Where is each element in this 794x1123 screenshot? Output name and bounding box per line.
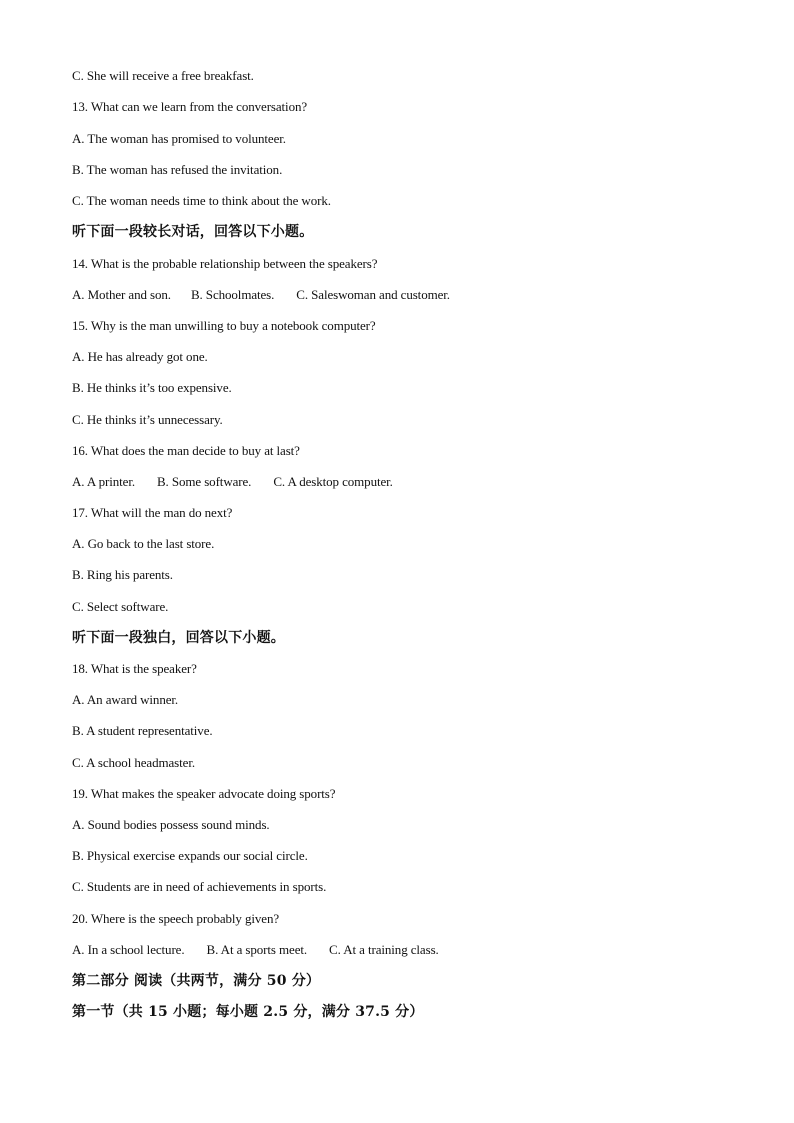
- q20-options: [72, 942, 439, 958]
- q18-option-b: B. A student representative.: [72, 723, 213, 738]
- q13-option-c: C. The woman needs time to think about the work.: [72, 193, 331, 208]
- q20-option-a: A. In a school lecture.: [72, 942, 185, 957]
- q14-option-b: B. Schoolmates.: [190, 287, 275, 302]
- q18-option-a: A. An award winner.: [72, 692, 179, 707]
- question-18: 18. What is the speaker?: [72, 661, 197, 676]
- q13-option-a: A. The woman has promised to volunteer.: [72, 131, 286, 146]
- q16-options: [72, 474, 393, 490]
- q16-option-a: A. A printer.: [72, 474, 135, 489]
- q19-option-b: B. Physical exercise expands our social circle.: [72, 848, 308, 863]
- question-16: 16. What does the man decide to buy at last?: [72, 443, 300, 458]
- q16-option-c: C. A desktop computer.: [273, 474, 393, 489]
- q15-option-b: B. He thinks it’s too expensive.: [72, 380, 232, 395]
- q17-option-c: C. Select software.: [72, 599, 169, 614]
- q16-option-b: B. Some software.: [156, 474, 252, 489]
- part-two-heading: 第二部分 阅读（共两节，满分 50 分）: [72, 973, 321, 989]
- q20-option-c: C. At a training class.: [329, 942, 439, 957]
- section-one-heading: 第一节（共 15 小题；每小题 2.5 分，满分 37.5 分）: [72, 1004, 424, 1020]
- q13-option-b: B. The woman has refused the invitation.: [72, 162, 283, 177]
- q19-option-c: C. Students are in need of achievements in sports.: [72, 879, 327, 894]
- question-19: 19. What makes the speaker advocate doing sports?: [72, 786, 336, 801]
- q18-option-c: C. A school headmaster.: [72, 755, 195, 770]
- q15-option-a: A. He has already got one.: [72, 349, 208, 364]
- question-14: 14. What is the probable relationship between the speakers?: [72, 256, 378, 271]
- q14-option-c: C. Saleswoman and customer.: [296, 287, 450, 302]
- section-heading-monologue: 听下面一段独白，回答以下小题。: [72, 630, 285, 646]
- question-13: 13. What can we learn from the conversation?: [72, 99, 308, 114]
- q17-option-b: B. Ring his parents.: [72, 567, 173, 582]
- question-15: 15. Why is the man unwilling to buy a notebook computer?: [72, 318, 376, 333]
- q17-option-a: A. Go back to the last store.: [72, 536, 215, 551]
- q20-option-b: B. At a sports meet.: [206, 942, 308, 957]
- q15-option-c: C. He thinks it’s unnecessary.: [72, 412, 223, 427]
- q14-options: [72, 287, 450, 303]
- q12-option-c: C. She will receive a free breakfast.: [72, 68, 254, 83]
- section-heading-long-dialogue: 听下面一段较长对话，回答以下小题。: [72, 224, 314, 240]
- question-20: 20. Where is the speech probably given?: [72, 911, 280, 926]
- q19-option-a: A. Sound bodies possess sound minds.: [72, 817, 270, 832]
- q14-option-a: A. Mother and son.: [72, 287, 171, 302]
- question-17: 17. What will the man do next?: [72, 505, 233, 520]
